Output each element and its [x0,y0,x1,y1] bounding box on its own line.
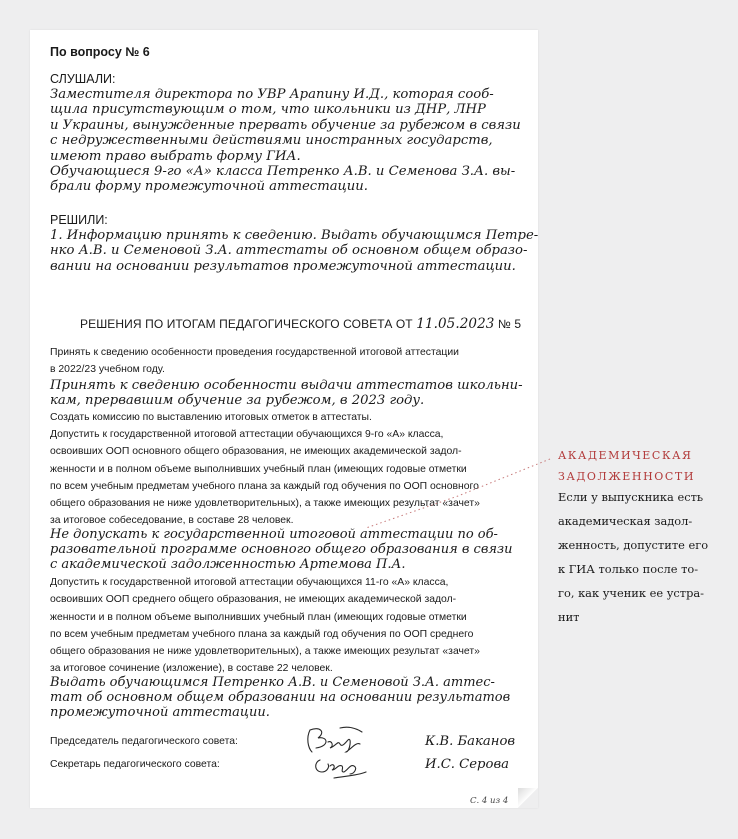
decision-5: Не допускать к государственной итоговой аттестации по об- разовательной программе основного общего образования в связи с академической задолженностью Артемова П.А. [50,527,513,572]
side-note-title: АКАДЕМИЧЕСКАЯ ЗАДОЛЖЕННОСТИ [558,449,696,483]
decided-label: РЕШИЛИ: [50,213,108,227]
decision-1: Принять к сведению особенности проведения государственной итоговой аттестации в 2022/23 учебном году. [50,347,459,376]
page-corner-fold [518,788,538,808]
decision-7: Выдать обучающимся Петренко А.В. и Семеновой З.А. аттес- тат об основном общем образовании на основании результатов промежуточной аттестации. [50,675,511,720]
decision-3: Создать комиссию по выставлению итоговых отметок в аттестаты. [50,412,372,423]
decision-6: Допустить к государственной итоговой аттестации обучающихся 11-го «А» класса, освоивших ООП среднего общего образования, не имеющих академической задол- женности и в полном объеме выполнивших учебный план (имеющих годовые отметки по всем учебным предметам учебного плана за каждый год обучения по ООП среднего общего образования не ниже удовлетворительных), а также имеющих результат «зачет» за итоговое сочинение (изложение), в составе 22 человек. [50,577,480,675]
secretary-role: Секретарь педагогического совета: [50,759,220,770]
decision-4: Допустить к государственной итоговой аттестации обучающихся 9-го «А» класса, освоивших ООП основного общего образования, не имеющих академической задол- женности и в полном объеме выполнивших учебный план (имеющих годовые отметки по всем учебным предметам учебного плана за каждый год обучения по ООП основного общего образования не ниже удовлетворительных), а также имеющих результат «зачет» за итоговое собеседование, в составе 28 человек. [50,429,480,527]
chair-name: К.В. Баканов [425,734,516,749]
decision-2: Принять к сведению особенности выдачи аттестатов школьни- кам, прервавшим обучение за рубежом, в 2023 году. [50,378,523,409]
side-note-body: Если у выпускника есть академическая задол- женность, допустите его к ГИА только после то- го, как ученик ее устра- нит [558,490,709,624]
decisions-heading: РЕШЕНИЯ ПО ИТОГАМ ПЕДАГОГИЧЕСКОГО СОВЕТА ОТ 11.05.2023 № 5 [80,316,522,332]
chair-role: Председатель педагогического совета: [50,736,238,747]
heard-label: СЛУШАЛИ: [50,72,116,86]
section-title: По вопросу № 6 [50,45,150,59]
page-number: С. 4 из 4 [470,795,509,806]
decided-text: 1. Информацию принять к сведению. Выдать обучающимся Петре- нко А.В. и Семеновой З.А. аттестаты об основном общем образо- вании на основании результатов промежуточной аттестации. [50,228,539,274]
secretary-name: И.С. Серова [425,757,509,772]
signature-image [300,722,380,782]
heard-text: Заместителя директора по УВР Арапину И.Д., которая сооб- щила присутствующим о том, что школьники из ДНР, ЛНР и Украины, вынужденные прервать обучение за рубежом в связи с недружественными действиями иностранных государств, имеют право выбрать форму ГИА. Обучающиеся 9-го «А» класса Петренко А.В. и Семенова З.А. вы- брали форму промежуточной аттестации. [50,87,521,195]
